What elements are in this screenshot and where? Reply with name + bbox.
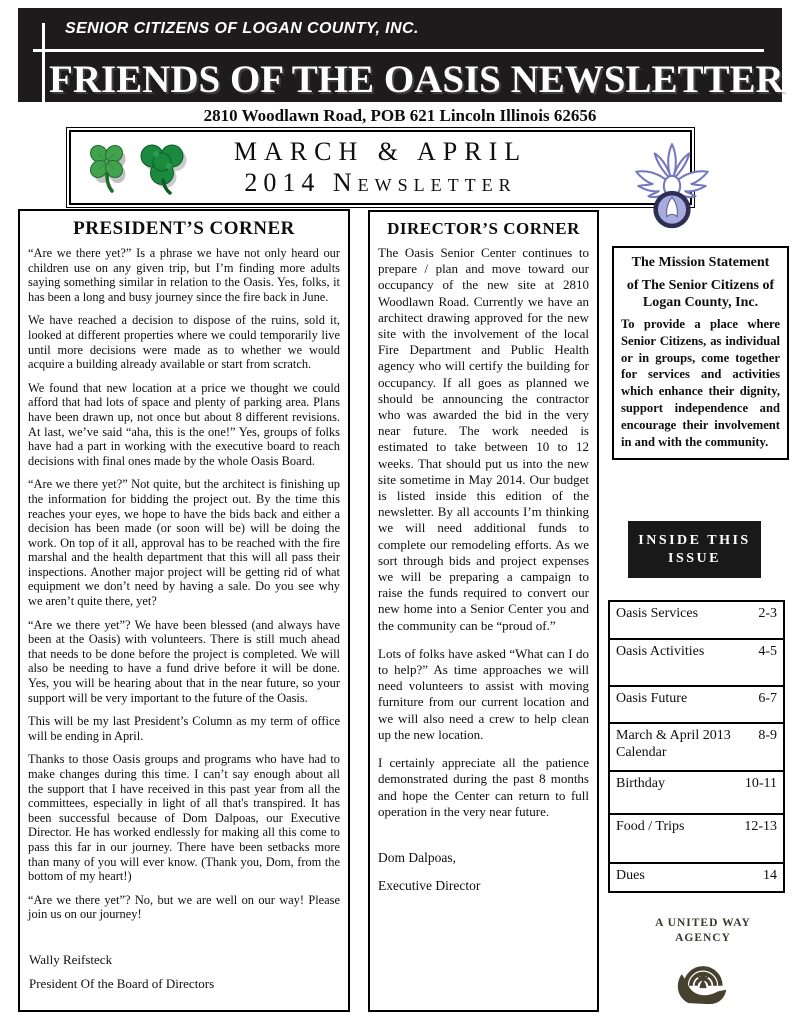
- toc-pages: 8-9: [758, 728, 777, 743]
- masthead: [18, 8, 782, 102]
- address-line: 2810 Woodlawn Road, POB 621 Lincoln Illinois 62656: [203, 106, 597, 125]
- director-signature-title: Executive Director: [378, 878, 481, 894]
- banner-year-line: 2014 Newsletter: [244, 168, 517, 197]
- inside-issue-line2: ISSUE: [668, 551, 721, 566]
- toc-label: Birthday: [616, 776, 665, 791]
- president-signature-name: Wally Reifsteck: [29, 952, 113, 967]
- president-paragraph: “Are we there yet”? No, but we are well on our way! Please join us on our journey!: [28, 892, 340, 922]
- presidents-corner-title: PRESIDENT’S CORNER: [73, 218, 295, 239]
- directors-corner: [368, 210, 599, 1012]
- mission-body: To provide a place where Senior Citizens, as individual or in groups, come together for services and activities which enhance their dignity, support independence and encourage their involvement in and with the community.: [621, 317, 780, 449]
- president-paragraph: “Are we there yet”? We have been blessed (and always have been at the Oasis) with volunteers. There is still much ahead that needs to be done before the project is completed. We will also be needing to have a fund drive before it will be done. Yes, you will be hearing about that in the near future, so your support will be very important to the future of the Oasis.: [28, 617, 340, 705]
- inside-issue-line1: INSIDE THIS: [638, 533, 751, 548]
- directors-corner-title: DIRECTOR’S CORNER: [387, 219, 580, 238]
- toc-pages: 12-13: [744, 819, 777, 834]
- president-paragraph: Thanks to those Oasis groups and programs who have had to make changes during this time. I can’t say enough about all the support that I have received in this past year from all the committees, especially in light of all that's transpired. It has been successful because of Dom Dalpoas, our Executive Director. He has worked endlessly for making all this come to pass this far in our journey. There have been setbacks more than many of you will ever know. (Thank you, Dom, from the bottom of my heart!): [28, 752, 340, 884]
- president-signature-title: President Of the Board of Directors: [29, 976, 215, 991]
- united-way-line2: AGENCY: [675, 932, 731, 944]
- toc-label: Oasis Future: [616, 691, 688, 706]
- director-signature-name: Dom Dalpoas,: [378, 849, 456, 865]
- president-paragraph: We found that new location at a price we thought we could afford that had lots of space and plenty of parking area. Plans have been drawn up, not once but about 8 different revisions. At last, we’ve said “aha, this is the one!” Yes, groups of folks have had a part in working with the executive board to reach decisions with final ones made by the whole Oasis Board.: [28, 380, 340, 468]
- toc-row: [610, 640, 783, 687]
- mission-title-line2: of The Senior Citizens of: [626, 278, 775, 293]
- toc-pages: 4-5: [758, 644, 777, 659]
- toc-label: Oasis Activities: [616, 644, 705, 659]
- toc-label: Oasis Services: [616, 606, 699, 621]
- mission-title-line3: Logan County, Inc.: [642, 295, 759, 310]
- presidents-corner: [18, 209, 350, 1012]
- toc-row: [610, 687, 783, 724]
- united-way-line1: A UNITED WAY: [655, 917, 751, 929]
- toc-pages: 6-7: [758, 691, 777, 706]
- toc-pages: 2-3: [758, 606, 777, 621]
- masthead-horizontal-rule: [33, 49, 764, 52]
- toc-row: [610, 864, 783, 891]
- banner-text: [71, 136, 690, 198]
- newsletter-title: FRIENDS OF THE OASIS NEWSLETTER: [49, 58, 784, 101]
- organization-name: SENIOR CITIZENS OF LOGAN COUNTY, INC.: [65, 20, 419, 37]
- table-of-contents: [608, 600, 785, 893]
- president-paragraph: “Are we there yet?” Not quite, but the architect is finishing up the information for bidding the project out. By the time this reaches your eyes, we hope to have the bids back and either a decision has been made (or soon will be) will be doing the work. On top of it all, approval has to be reached with the fire marshal and the health department that this will all pass their inspections. Another major project will be getting rid of what equipment we don’t need by having a sale. Do you see why we aren’t quite there, yet?: [28, 477, 340, 609]
- toc-label: Dues: [616, 868, 645, 883]
- toc-pages: 10-11: [744, 776, 777, 791]
- mission-statement-box: [612, 246, 789, 460]
- president-signature: [29, 943, 214, 1000]
- toc-row: [610, 815, 783, 864]
- issue-banner: [69, 130, 692, 205]
- president-paragraph: “Are we there yet?” Is a phrase we have not only heard our children use on any given trip, but I’m finding more adults saying something similar in relation to the Oasis. Yes, folks, it has been a long and busy journey since the fire back in June.: [28, 246, 340, 304]
- director-paragraph: The Oasis Senior Center continues to prepare / plan and move toward our occupancy of the new site at 2810 Woodlawn Road. Currently we have an architect drawing approved for the new site with the involvement of the local Fire Department and Public Health agency who will certify the building for occupancy. If all goes as planned we should be announcing the contractor who was awarded the bid in the very near future. The work needed is estimated to take between 10 to 12 weeks. That should put us into the new site sometime in May 2014. Our budget is listed inside this edition of the newsletter. By all accounts I’m thinking we will need additional funds to complete our remodeling efforts. As we sort through bids and project expenses we will be preparing a campaign to raise the funds required to convert our new home into a Senior Center you and the community can be “proud of.”: [378, 245, 589, 633]
- director-signature: [378, 850, 589, 894]
- toc-label: Food / Trips: [616, 819, 685, 834]
- toc-row: [610, 724, 783, 772]
- masthead-vertical-rule: [42, 23, 45, 102]
- united-way-block: [628, 916, 778, 1012]
- banner-month-line: MARCH & APRIL: [233, 137, 528, 166]
- inside-this-issue-header: [628, 521, 761, 578]
- mission-title-line1: The Mission Statement: [631, 255, 770, 270]
- toc-row: [610, 772, 783, 815]
- director-paragraph: I certainly appreciate all the patience demonstrated during the past 8 months and hope the Center can return to full operation in the very near future.: [378, 755, 589, 819]
- toc-label: March & April 2013 Calendar: [616, 728, 731, 760]
- president-paragraph: We have reached a decision to dispose of the ruins, sold it, looked at different properties where we could temporarily live until more decisions were made as to whether we would acquire a building already available or start from scratch.: [28, 313, 340, 372]
- president-paragraph: This will be my last President’s Column as my term of office will be ending in April.: [28, 714, 340, 743]
- dove-icon: [633, 138, 711, 232]
- toc-pages: 14: [763, 868, 777, 883]
- toc-row: [610, 602, 783, 640]
- united-way-logo: [672, 949, 734, 1007]
- director-paragraph: Lots of folks have asked “What can I do to help?” As time approaches we will need volunteers to assist with moving furniture from our current location and we will also need a crew to help clean up the new location.: [378, 645, 589, 742]
